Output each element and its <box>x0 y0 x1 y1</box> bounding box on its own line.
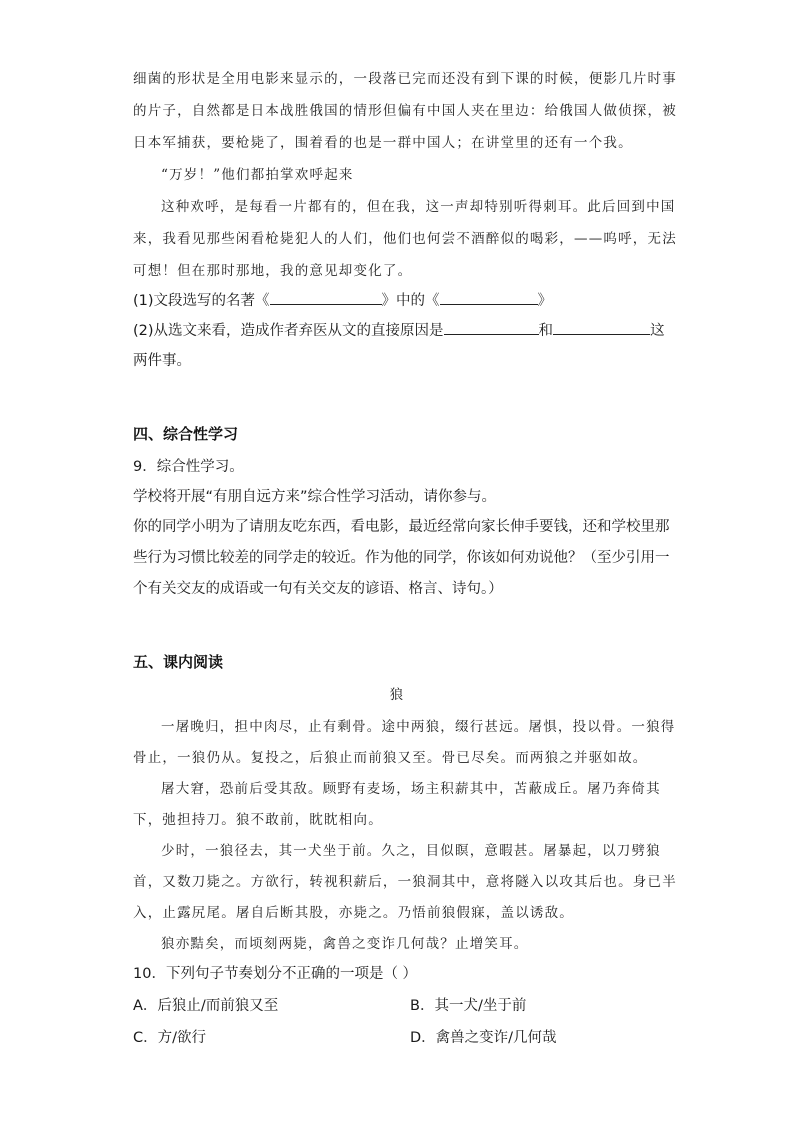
q8-sub2-blank-1[interactable] <box>444 320 539 335</box>
wolf-line-2: 骨止，一狼仍从。复投之，后狼止而前狼又至。骨已尽矣。而两狼之并驱如故。 <box>133 750 648 766</box>
q10-option-b[interactable]: B．其一犬/坐于前 <box>410 998 527 1014</box>
passage1-line-2: 的片子，自然都是日本战胜俄国的情形但偏有中国人夹在里边：给俄国人做侦探，被 <box>133 103 677 119</box>
passage1-line-5: 这种欢呼，是每看一片都有的，但在我，这一声却特别听得刺耳。此后回到中国 <box>161 199 676 215</box>
q8-sub2-prefix: (2)从选文来看，造成作者弃医从文的直接原因是 <box>133 323 444 339</box>
q9-body-line-3: 个有关交友的成语或一句有关交友的谚语、格言、诗句。） <box>133 581 503 597</box>
wolf-line-6: 首，又数刀毙之。方欲行，转视积薪后，一狼洞其中，意将隧入以攻其后也。身已半 <box>133 874 677 890</box>
q8-sub1-prefix: (1)文段选写的名著《 <box>133 293 270 309</box>
passage1-line-4: “万岁！”他们都拍掌欢呼起来 <box>161 167 354 183</box>
wolf-line-8: 狼亦黠矣，而顷刻两毙，禽兽之变诈几何哉？止增笑耳。 <box>161 936 529 952</box>
wolf-line-7: 入，止露尻尾。屠自后断其股，亦毙之。乃悟前狼假寐，盖以诱敌。 <box>133 905 574 921</box>
passage1-line-1: 细菌的形状是全用电影来显示的，一段落已完而还没有到下课的时候，便影几片时事 <box>133 71 677 87</box>
poem-title: 狼 <box>389 687 405 703</box>
passage1-line-6: 来，我看见那些闲看枪毙犯人的人们，他们也何尝不酒醉似的喝彩，——呜呼，无法 <box>133 231 677 247</box>
q8-sub2-mid: 和 <box>538 323 554 339</box>
section4-heading: 四、综合性学习 <box>133 425 239 443</box>
q10-option-a[interactable]: A．后狼止/而前狼又至 <box>133 998 279 1014</box>
section5-heading: 五、课内阅读 <box>133 653 224 671</box>
q9-body-line-1: 你的同学小明为了请朋友吃东西，看电影，最近经常向家长伸手要钱，还和学校里那 <box>133 519 670 535</box>
q8-sub1 <box>133 289 552 310</box>
q8-sub2-blank-2[interactable] <box>553 320 650 335</box>
q8-sub2-suffix: 这 <box>650 323 665 339</box>
q8-sub1-mid: 》中的《 <box>381 293 440 309</box>
passage1-line-3: 日本军捕获，要枪毙了，围着看的也是一群中国人；在讲堂里的还有一个我。 <box>133 135 633 151</box>
wolf-line-3: 屠大窘，恐前后受其敌。顾野有麦场，场主积薪其中，苫蔽成丘。屠乃奔倚其 <box>161 781 661 797</box>
q8-sub2 <box>133 319 665 340</box>
q9-title: 9．综合性学习。 <box>133 459 244 475</box>
q8-sub1-blank-1[interactable] <box>270 290 382 305</box>
wolf-line-5: 少时，一狼径去，其一犬坐于前。久之，目似瞑，意暇甚。屠暴起，以刀劈狼 <box>161 843 661 859</box>
q10-stem: 10．下列句子节奏划分不正确的一项是（ ） <box>133 966 418 982</box>
q8-sub1-blank-2[interactable] <box>440 290 538 305</box>
q10-option-d[interactable]: D．禽兽之变诈/几何哉 <box>410 1030 557 1046</box>
wolf-line-1: 一屠晚归，担中肉尽，止有剩骨。途中两狼，缀行甚远。屠惧，投以骨。一狼得 <box>161 719 676 735</box>
q9-body-line-2: 些行为习惯比较差的同学走的较近。作为他的同学，你该如何劝说他？（至少引用一 <box>133 550 670 566</box>
q9-intro: 学校将开展“有朋自远方来”综合性学习活动，请你参与。 <box>133 489 497 505</box>
q8-sub2-line2: 两件事。 <box>133 353 191 369</box>
q8-sub1-suffix: 》 <box>537 293 553 309</box>
q10-option-c[interactable]: C．方/欲行 <box>133 1030 207 1046</box>
passage1-line-7: 可想！但在那时那地，我的意见却变化了。 <box>133 263 413 279</box>
wolf-line-4: 下，弛担持刀。狼不敢前，眈眈相向。 <box>133 812 383 828</box>
